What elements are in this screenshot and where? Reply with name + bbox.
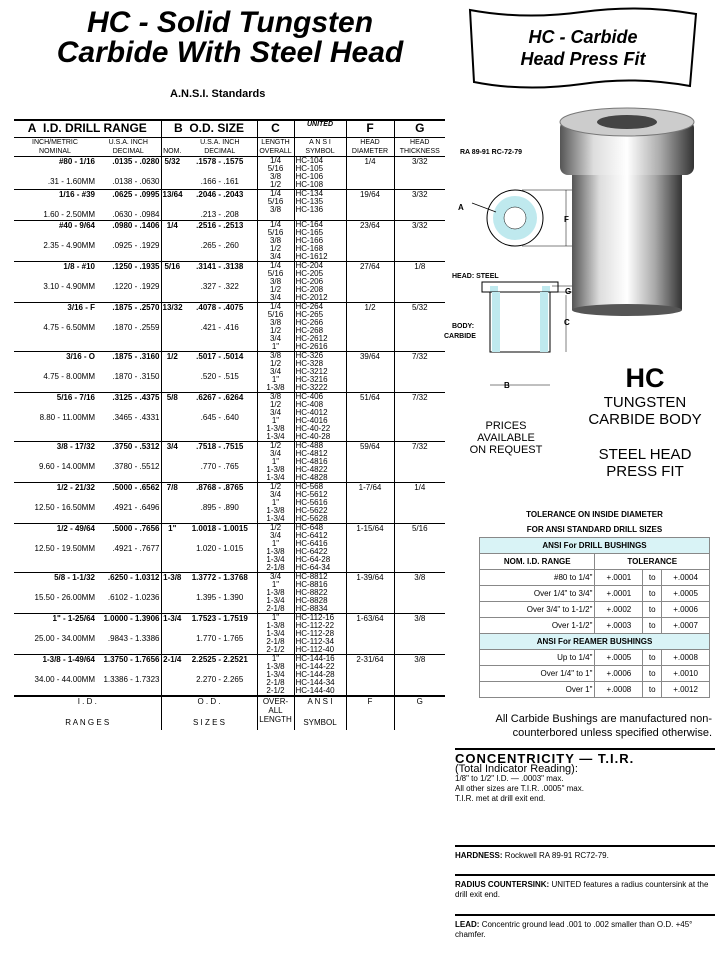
cell-length: 1/2 3/4 1" 1-3/8 1-3/4	[257, 441, 294, 482]
cell-symbol: HC-8812 HC-8816 HC-8822 HC-8828 HC-8834	[294, 572, 346, 613]
footer-f: F	[346, 696, 394, 730]
footer-id-ranges: I . D . R A N G E S	[14, 696, 161, 730]
cell-od: 1.0018 - 1.0015 1.020 - 1.015	[183, 523, 257, 572]
cell-a: #40 - 9/64 2.35 - 4.90MM	[14, 220, 96, 261]
cell-nom: 5/8	[161, 392, 183, 441]
cell-symbol: HC-112-16 HC-112-22 HC-112-28 HC-112-34 HC-112-40	[294, 613, 346, 654]
cell-a: #80 - 1/16 .31 - 1.60MM	[14, 156, 96, 189]
cell-nom: 1-3/8	[161, 572, 183, 613]
cell-d: .3125 - .4375 .3465 - .4331	[96, 392, 161, 441]
cell-f: 1-63/64	[346, 613, 394, 654]
svg-text:A: A	[458, 203, 464, 212]
tolerance-row: Up to 1/4" +.0005 to +.0008	[480, 649, 710, 665]
hc-code: HC	[625, 363, 665, 393]
reamer-bushings-bar: ANSI For REAMER BUSHINGS	[480, 633, 710, 649]
tolerance-row: Over 1/4" to 1" +.0006 to +.0010	[480, 665, 710, 681]
cell-length: 1/4 5/16 3/8 1/2 3/4	[257, 220, 294, 261]
prices-note: PRICES AVAILABLE ON REQUEST	[469, 420, 543, 456]
cell-nom: 1/2	[161, 351, 183, 392]
table-row	[14, 189, 445, 220]
cell-d: .3750 - .5312 .3780 - .5512	[96, 441, 161, 482]
cell-f: 51/64	[346, 392, 394, 441]
footer-length: OVER- ALL LENGTH	[257, 696, 294, 730]
cell-od: .5017 - .5014 .520 - .515	[183, 351, 257, 392]
product-flag	[464, 6, 702, 94]
cell-length: 1/2 3/4 1" 1-3/8 1-3/4 2-1/8	[257, 523, 294, 572]
svg-text:CARBIDE: CARBIDE	[444, 333, 476, 340]
table-row	[14, 302, 445, 351]
hc-description	[578, 325, 712, 495]
cell-f: 1-39/64	[346, 572, 394, 613]
table-row	[14, 220, 445, 261]
cell-f: 39/64	[346, 351, 394, 392]
cell-od: .3141 - .3138 .327 - .322	[183, 261, 257, 302]
cell-g: 5/16	[394, 523, 445, 572]
cell-d: .1875 - .3160 .1870 - .3150	[96, 351, 161, 392]
title-line-2: Carbide With Steel Head	[56, 36, 404, 69]
footer-g: G	[394, 696, 445, 730]
cell-length: 3/4 1" 1-3/8 1-3/4 2-1/8	[257, 572, 294, 613]
cell-a: 1" - 1-25/64 25.00 - 34.00MM	[14, 613, 96, 654]
cell-od: 1.7523 - 1.7519 1.770 - 1.765	[183, 613, 257, 654]
cell-g: 3/8	[394, 613, 445, 654]
cell-length: 1/4 5/16 3/8 1/2	[257, 156, 294, 189]
subheader-length: LENGTH OVERALL	[257, 137, 294, 156]
cell-length: 1/4 5/16 3/8 1/2 3/4 1"	[257, 302, 294, 351]
cell-symbol: HC-264 HC-265 HC-266 HC-268 HC-2612 HC-2616	[294, 302, 346, 351]
cell-length: 1/4 5/16 3/8 1/2 3/4	[257, 261, 294, 302]
tolerance-row: Over 1/4" to 3/4" +.0001 to +.0005	[480, 585, 710, 601]
cell-nom: 2-1/4	[161, 654, 183, 696]
cell-g: 3/32	[394, 189, 445, 220]
cell-od: .1578 - .1575 .166 - .161	[183, 156, 257, 189]
cell-length: 3/8 1/2 3/4 1" 1-3/8 1-3/4	[257, 392, 294, 441]
cell-a: 1-3/8 - 1-49/64 34.00 - 44.00MM	[14, 654, 96, 696]
cell-symbol: HC-326 HC-328 HC-3212 HC-3216 HC-3222	[294, 351, 346, 392]
svg-text:F: F	[564, 215, 569, 224]
table-row	[14, 482, 445, 523]
cell-od: 2.2525 - 2.2521 2.270 - 2.265	[183, 654, 257, 696]
cell-d: .1875 - .2570 .1870 - .2559	[96, 302, 161, 351]
cell-g: 7/32	[394, 441, 445, 482]
cell-symbol: HC-204 HC-205 HC-206 HC-208 HC-2012	[294, 261, 346, 302]
cell-f: 1/2	[346, 302, 394, 351]
table-row	[14, 392, 445, 441]
cell-od: .7518 - .7515 .770 - .765	[183, 441, 257, 482]
subheader-head-thickness: HEAD THICKNESS	[394, 137, 445, 156]
cell-a: 3/16 - O 4.75 - 8.00MM	[14, 351, 96, 392]
hc-line-3: STEEL HEAD	[598, 446, 692, 463]
cell-symbol: HC-488 HC-4812 HC-4816 HC-4822 HC-4828	[294, 441, 346, 482]
cell-g: 5/32	[394, 302, 445, 351]
cell-d: .0980 - .1406 .0925 - .1929	[96, 220, 161, 261]
page-title	[0, 8, 460, 68]
subheader-nom: NOM.	[161, 137, 183, 156]
cell-od: 1.3772 - 1.3768 1.395 - 1.390	[183, 572, 257, 613]
cell-symbol: HC-406 HC-408 HC-4012 HC-4016 HC-40-22 HC-40-28	[294, 392, 346, 441]
lead-section: LEAD: Concentric ground lead .001 to .002 smaller than O.D. +45° chamfer.	[455, 914, 715, 940]
tolerance-row: Over 3/4" to 1-1/2" +.0002 to +.0006	[480, 601, 710, 617]
svg-text:G: G	[565, 287, 572, 296]
tolerance-table: TOLERANCE ON INSIDE DIAMETER FOR ANSI STANDARD DRILL SIZES ANSI For DRILL BUSHINGS NOM. I.D. RANGE TOLERANCE #80 to 1/4" +.0001 to +.0004 Over 1/4" to 3/4" +.0001 to +.0005 Over 3/4" to 1-1/2" +.0002 to +.0006 Over 1-1/2" +.0003 to +.0007 ANSI For REAMER BUSHINGS Up to 1/4" +.0005 to +.0008 Over 1/4" to 1" +.0006 to +.0010 Over 1" +.0008 to +.0012	[479, 507, 710, 698]
cell-nom: 5/16	[161, 261, 183, 302]
cell-d: .5000 - .6562 .4921 - .6496	[96, 482, 161, 523]
cell-f: 1/4	[346, 156, 394, 189]
bushing-photo	[560, 108, 694, 316]
cell-nom: 3/4	[161, 441, 183, 482]
footer-od-sizes: O . D . S I Z E S	[161, 696, 257, 730]
cell-a: 1/2 - 49/64 12.50 - 19.50MM	[14, 523, 96, 572]
ra-label: RA 89-91 RC-72-79	[460, 149, 522, 156]
table-row	[14, 654, 445, 696]
cell-symbol: HC-164 HC-165 HC-166 HC-168 HC-1612	[294, 220, 346, 261]
cell-length: 1" 1-3/8 1-3/4 2-1/8 2-1/2	[257, 654, 294, 696]
tolerance-row: Over 1" +.0008 to +.0012	[480, 681, 710, 697]
col-f-header: F	[346, 120, 394, 137]
cell-g: 3/32	[394, 156, 445, 189]
cell-f: 1-7/64	[346, 482, 394, 523]
hc-line-4: PRESS FIT	[606, 463, 684, 480]
cell-g: 3/8	[394, 572, 445, 613]
cell-length: 1/2 3/4 1" 1-3/8 1-3/4	[257, 482, 294, 523]
cell-d: .5000 - .7656 .4921 - .7677	[96, 523, 161, 572]
cell-f: 1-15/64	[346, 523, 394, 572]
cell-od: .6267 - .6264 .645 - .640	[183, 392, 257, 441]
cell-a: 1/8 - #10 3.10 - 4.90MM	[14, 261, 96, 302]
table-row	[14, 572, 445, 613]
subheader-ansi: A N S I SYMBOL	[294, 137, 346, 156]
cell-g: 7/32	[394, 392, 445, 441]
cell-nom: 13/64	[161, 189, 183, 220]
cell-f: 59/64	[346, 441, 394, 482]
cell-od: .8768 - .8765 .895 - .890	[183, 482, 257, 523]
cell-g: 7/32	[394, 351, 445, 392]
col-b-header: B O.D. SIZE	[161, 120, 257, 137]
cell-nom: 13/32	[161, 302, 183, 351]
tolerance-row: #80 to 1/4" +.0001 to +.0004	[480, 569, 710, 585]
cell-d: 1.3750 - 1.7656 1.3386 - 1.7323	[96, 654, 161, 696]
cell-nom: 7/8	[161, 482, 183, 523]
table-row	[14, 613, 445, 654]
counterbore-note: All Carbide Bushings are manufactured non-counterbored unless specified otherwise.	[495, 713, 712, 739]
cell-d: 1.0000 - 1.3906 .9843 - 1.3386	[96, 613, 161, 654]
cell-symbol: HC-648 HC-6412 HC-6416 HC-6422 HC-64-28 HC-64-34	[294, 523, 346, 572]
cell-d: .0625 - .0995 .0630 - .0984	[96, 189, 161, 220]
bushing-table	[14, 119, 445, 730]
cell-f: 19/64	[346, 189, 394, 220]
cell-symbol: HC-104 HC-105 HC-106 HC-108	[294, 156, 346, 189]
table-row	[14, 523, 445, 572]
cell-nom: 1-3/4	[161, 613, 183, 654]
table-row	[14, 261, 445, 302]
cell-d: .1250 - .1935 .1220 - .1929	[96, 261, 161, 302]
cell-f: 23/64	[346, 220, 394, 261]
table-row	[14, 441, 445, 482]
cell-length: 1" 1-3/8 1-3/4 2-1/8 2-1/2	[257, 613, 294, 654]
col-c-header: C	[257, 120, 294, 137]
title-line-1: HC - Solid Tungsten	[86, 6, 374, 39]
tolerance-row: Over 1-1/2" +.0003 to +.0007	[480, 617, 710, 633]
col-a-header: A I.D. DRILL RANGE	[14, 120, 161, 137]
cell-d: .0135 - .0280 .0138 - .0630	[96, 156, 161, 189]
cell-g: 1/4	[394, 482, 445, 523]
flag-line-1: HC - Carbide	[528, 27, 638, 47]
subheader-inch-metric: INCH/METRIC NOMINAL	[14, 137, 96, 156]
svg-text:C: C	[564, 318, 570, 327]
footer-ansi: A N S I SYMBOL	[294, 696, 346, 730]
hc-line-1: TUNGSTEN	[603, 394, 687, 411]
table-row	[14, 156, 445, 189]
radius-section: RADIUS COUNTERSINK: UNITED features a radius countersink at the drill exit end.	[455, 874, 715, 900]
cell-a: 3/16 - F 4.75 - 6.50MM	[14, 302, 96, 351]
subheader-usa-inch: U.S.A. INCH DECIMAL	[96, 137, 161, 156]
cell-od: .4078 - .4075 .421 - .416	[183, 302, 257, 351]
cell-symbol: HC-144-16 HC-144-22 HC-144-28 HC-144-34 HC-144-40	[294, 654, 346, 696]
table-row	[14, 351, 445, 392]
svg-text:B: B	[504, 381, 510, 390]
col-g-header: G	[394, 120, 445, 137]
cell-length: 1/4 5/16 3/8	[257, 189, 294, 220]
cell-symbol: HC-568 HC-5612 HC-5616 HC-5622 HC-5628	[294, 482, 346, 523]
svg-text:HEAD: STEEL: HEAD: STEEL	[452, 273, 499, 280]
cell-length: 3/8 1/2 3/4 1" 1-3/8	[257, 351, 294, 392]
flag-line-2: Head Press Fit	[520, 49, 646, 69]
subheader-head-diameter: HEAD DIAMETER	[346, 137, 394, 156]
cell-a: 5/8 - 1-1/32 15.50 - 26.00MM	[14, 572, 96, 613]
cell-od: .2516 - .2513 .265 - .260	[183, 220, 257, 261]
cell-g: 1/8	[394, 261, 445, 302]
cell-f: 27/64	[346, 261, 394, 302]
cell-d: .6250 - 1.0312 .6102 - 1.0236	[96, 572, 161, 613]
cell-symbol: HC-134 HC-135 HC-136	[294, 189, 346, 220]
cell-a: 1/16 - #39 1.60 - 2.50MM	[14, 189, 96, 220]
cell-nom: 5/32	[161, 156, 183, 189]
col-united-header: UNITED	[294, 120, 346, 137]
cell-g: 3/32	[394, 220, 445, 261]
concentricity-section: CONCENTRICITY — T.I.R. (Total Indicator Reading): 1/8" to 1/2" I.D. — .0003" max. All other sizes are T.I.R. .0005" max. T.I.R. met at drill exit end.	[455, 748, 715, 844]
cell-nom: 1/4	[161, 220, 183, 261]
cross-section	[444, 190, 572, 390]
hardness-section: HARDNESS: Rockwell RA 89-91 RC72-79.	[455, 845, 715, 861]
svg-text:BODY:: BODY:	[452, 323, 475, 330]
cell-g: 3/8	[394, 654, 445, 696]
subtitle: A.N.S.I. Standards	[170, 88, 266, 100]
cell-f: 2-31/64	[346, 654, 394, 696]
cell-od: .2046 - .2043 .213 - .208	[183, 189, 257, 220]
cell-nom: 1"	[161, 523, 183, 572]
cell-a: 1/2 - 21/32 12.50 - 16.50MM	[14, 482, 96, 523]
cell-a: 3/8 - 17/32 9.60 - 14.00MM	[14, 441, 96, 482]
drill-bushings-bar: ANSI For DRILL BUSHINGS	[480, 537, 710, 553]
subheader-usa-inch-od: U.S.A. INCH DECIMAL	[183, 137, 257, 156]
hc-line-2: CARBIDE BODY	[588, 411, 702, 428]
cell-a: 5/16 - 7/16 8.80 - 11.00MM	[14, 392, 96, 441]
